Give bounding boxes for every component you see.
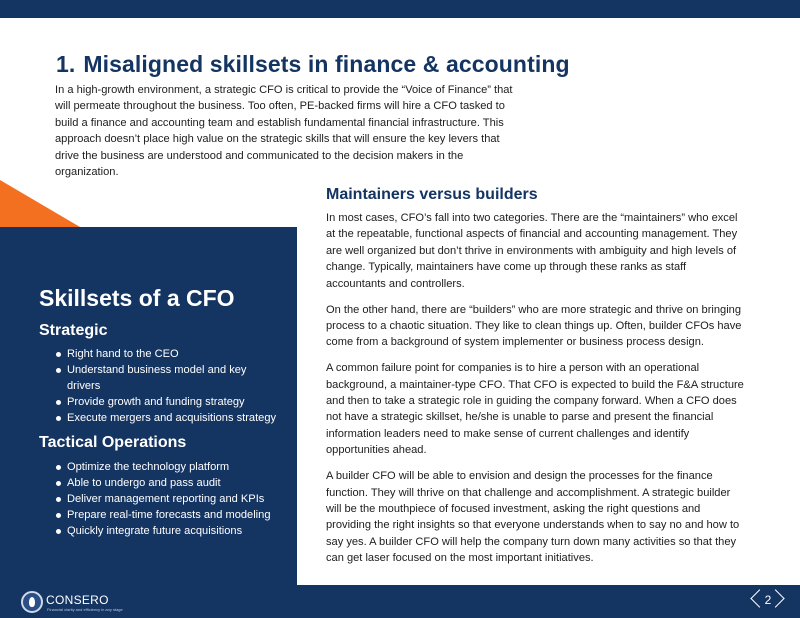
brand-tagline: Financial clarity and efficiency in any stage [47,607,123,612]
list-item: Provide growth and funding strategy [55,394,280,410]
body-paragraph: On the other hand, there are “builders” who are more strategic and thrive on bringing process to a chaotic situation. They like to clean things up. Often, builder CFOs have come from a background of system implementer or business process design. [326,303,742,349]
consero-logo-icon [21,591,43,613]
maintainers-builders-body [326,210,744,576]
body-paragraph: A common failure point for companies is to hire a person with an operational background, a maintainer-type CFO. That CFO is expected to build the F&A structure and then to take a strategic role in guiding the company forward. When a CFO does not have a strategic skillset, he/she is unable to parse and present the financial information leaders need to make sense of current challenges and identify opportunities ahead. [326,362,744,457]
body-paragraph: A builder CFO will be able to envision and design the processes for the finance function. They will thrive on that challenge and accomplishment. A strategic builder will be the mouthpiece of focused investment, asking the right questions and providing the right insights so that everyone understands when to say no and how to say yes. A builder CFO will help the company turn down many activities so that they can get laser focused on the most important initiatives. [326,470,740,565]
tactical-list [55,459,285,539]
tactical-heading: Tactical Operations [39,434,187,451]
top-banner-bar [0,0,800,18]
list-item: Understand business model and key drivers [55,362,280,394]
skillsets-title: Skillsets of a CFO [39,285,235,311]
list-item: Execute mergers and acquisitions strategy [55,410,280,426]
intro-paragraph: In a high-growth environment, a strategic CFO is critical to provide the “Voice of Finance” that will permeate throughout the business. Too often, PE-backed firms will hire a CFO tasked to build a finance and accounting team and establish fundamental financial infrastructure. This approach doesn’t place high value on the strategic skills that will ensure the key levers that drive the business are understood and communicated to the decision makers in the organization. [55,84,513,179]
strategic-heading: Strategic [39,322,108,339]
list-item: Deliver management reporting and KPIs [55,491,285,507]
list-item: Right hand to the CEO [55,346,280,362]
section-heading [56,51,570,78]
section-number: 1. [56,51,76,77]
section-title: Misaligned skillsets in finance & accounting [83,51,570,77]
footer-bar [0,585,800,618]
strategic-list [55,346,280,426]
list-item: Optimize the technology platform [55,459,285,475]
page-number: 2 [764,593,772,607]
list-item: Quickly integrate future acquisitions [55,523,285,539]
body-paragraph: In most cases, CFO’s fall into two categories. There are the “maintainers” who excel at the repeatable, functional aspects of financial and accounting management. They are well organized but don’t thrive in environments with ambiguity and high levels of change. Typically, maintainers have come up through these ranks as staff accountants and controllers. [326,212,738,290]
brand-name: CONSERO [46,593,109,607]
list-item: Able to undergo and pass audit [55,475,285,491]
maintainers-builders-heading: Maintainers versus builders [326,186,538,203]
page-indicator [748,589,788,613]
list-item: Prepare real-time forecasts and modeling [55,507,285,523]
